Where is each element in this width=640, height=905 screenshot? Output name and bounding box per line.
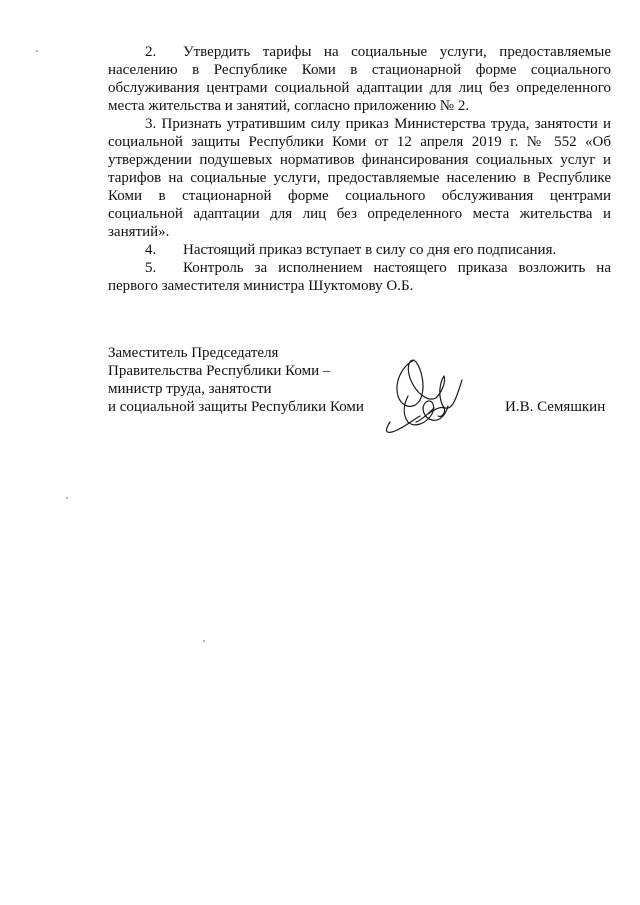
- paragraph-5: [108, 259, 611, 295]
- paragraph-text: Контроль за исполнением настоящего приказа возложить на первого заместителя министра Шуктомову О.Б.: [108, 260, 611, 294]
- position-line: министр труда, занятости: [108, 381, 272, 397]
- scan-speck: [203, 640, 205, 642]
- paragraph-3: [108, 115, 611, 241]
- paragraph-text: 3. Признать утратившим силу приказ Министерства труда, занятости и социальной защиты Республики Коми от 12 апреля 2019 г. № 552 «Об утверждении подушевых нормативов финансирования социальных услуг и тарифов на социальные услуги, предоставляемые населению в Республике Коми в стационарной форме социального обслуживания центрами социальной адаптации для лиц без определенного места жительства и занятий».: [108, 116, 611, 240]
- scan-speck: [36, 50, 38, 52]
- paragraph-number: 5.: [145, 260, 157, 276]
- position-line: и социальной защиты Республики Коми: [108, 399, 364, 415]
- scan-speck: [66, 497, 68, 499]
- paragraph-text: Настоящий приказ вступает в силу со дня его подписания.: [183, 242, 557, 258]
- paragraph-number: 4.: [145, 242, 157, 258]
- position-line: Правительства Республики Коми –: [108, 363, 331, 379]
- order-body: [108, 43, 611, 295]
- paragraph-2: [108, 43, 611, 115]
- signatory-name: И.В. Семяшкин: [505, 399, 606, 415]
- handwritten-signature: [380, 352, 470, 436]
- paragraph-text: Утвердить тарифы на социальные услуги, предоставляемые населению в Республике Коми в стационарной форме социального обслуживания центрами социальной адаптации для лиц без определенного места жительства и занятий, согласно приложению № 2.: [108, 44, 611, 114]
- paragraph-number: 2.: [145, 44, 157, 60]
- paragraph-4: [108, 241, 611, 259]
- position-line: Заместитель Председателя: [108, 345, 279, 361]
